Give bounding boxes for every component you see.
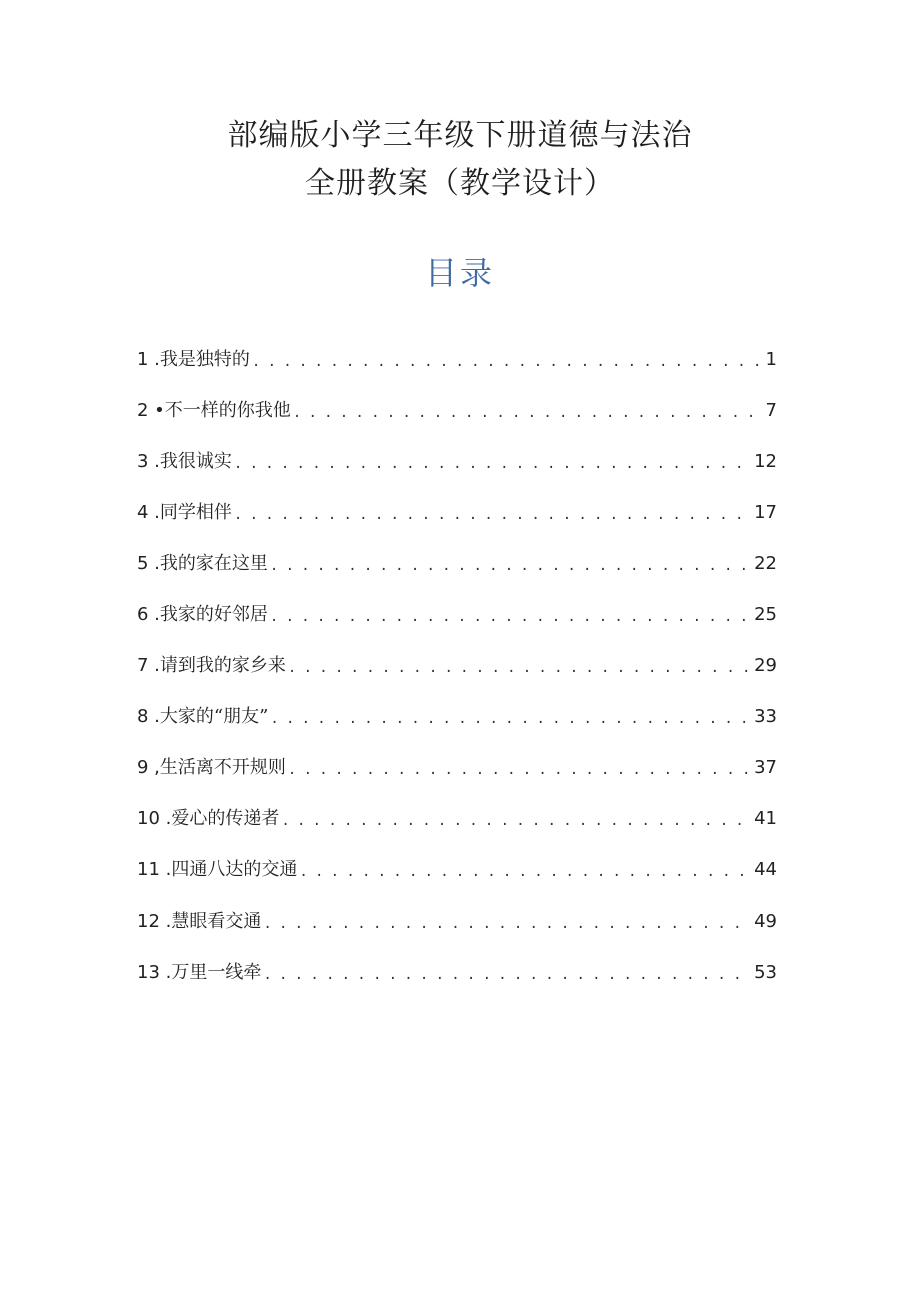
toc-entry-number: 3 (137, 450, 149, 472)
title-line-1: 部编版小学三年级下册道德与法治 (227, 118, 693, 153)
toc-entry-separator: . (148, 604, 160, 626)
toc-entry-page: 7 (765, 399, 777, 421)
toc-dot-leader (293, 399, 763, 427)
toc-entry-separator: . (148, 552, 160, 574)
toc-entry-page: 44 (754, 859, 777, 881)
toc-dot-leader (299, 858, 751, 886)
toc-entry-page: 25 (754, 604, 777, 626)
toc-entry-page: 29 (754, 655, 777, 677)
toc-entry-page: 12 (754, 450, 777, 472)
toc-entry-number: 12 (137, 910, 160, 932)
toc-entry-number: 1 (137, 348, 149, 370)
toc-entry[interactable] (137, 487, 777, 538)
document-title (0, 112, 920, 208)
toc-entry[interactable] (137, 794, 777, 845)
toc-entry-separator: . (159, 808, 172, 830)
toc-dot-leader (288, 756, 751, 784)
toc-entry[interactable] (137, 896, 777, 947)
toc-entry-separator: . (148, 450, 160, 472)
toc-entry-title: 四通八达的交通 (171, 859, 298, 881)
toc-entry-number: 11 (137, 859, 160, 881)
toc-heading: 目录 (424, 254, 495, 292)
toc-entry-title: 万里一线牵 (171, 961, 262, 983)
toc-entry-title: 爱心的传递者 (171, 808, 280, 830)
toc-dot-leader (288, 654, 751, 682)
toc-entry-number: 5 (137, 552, 149, 574)
toc-entry[interactable] (137, 692, 777, 743)
toc-entry-title: 我的家在这里 (159, 552, 268, 574)
toc-entry-page: 53 (754, 961, 777, 983)
toc-entry-separator: . (159, 961, 172, 983)
toc-entry[interactable] (137, 385, 777, 436)
toc-entry-number: 2 (137, 399, 149, 421)
toc-dot-leader (234, 501, 751, 529)
toc-entry-separator: . (148, 348, 160, 370)
toc-dot-leader (263, 910, 751, 938)
toc-entry-title: 生活离不开规则 (159, 757, 286, 779)
toc-entry-number: 7 (137, 655, 149, 677)
toc-entry[interactable] (137, 947, 777, 998)
toc-entry-number: 6 (137, 604, 149, 626)
toc-dot-leader (270, 705, 751, 733)
toc-entry-page: 33 (754, 706, 777, 728)
toc-entry-title: 请到我的家乡来 (159, 655, 286, 677)
title-line-2: 全册教案（教学设计） (305, 166, 615, 201)
toc-dot-leader (270, 603, 751, 631)
toc-entry-title: 大家的“朋友” (159, 706, 269, 728)
toc-entry-page: 1 (765, 348, 777, 370)
toc-entry-title: 同学相伴 (159, 501, 232, 523)
toc-entry-title: 我家的好邻居 (159, 604, 268, 626)
toc-entry-page: 41 (754, 808, 777, 830)
toc-entry-separator: . (148, 655, 160, 677)
toc-entry-separator: . (148, 706, 160, 728)
toc-entry-page: 22 (754, 552, 777, 574)
toc-entry-page: 49 (754, 910, 777, 932)
toc-entry-title: 慧眼看交通 (171, 910, 262, 932)
toc-entry-number: 4 (137, 501, 149, 523)
toc-entry-separator: . (148, 501, 160, 523)
toc-entry-title: 我很诚实 (159, 450, 232, 472)
toc-dot-leader (252, 348, 763, 376)
toc-entry-separator: . (159, 859, 172, 881)
toc-entry[interactable] (137, 538, 777, 589)
toc-entry[interactable] (137, 845, 777, 896)
toc-entry-number: 10 (137, 808, 160, 830)
table-of-contents (137, 334, 777, 998)
toc-entry[interactable] (137, 641, 777, 692)
toc-entry-page: 17 (754, 501, 777, 523)
toc-entry[interactable] (137, 436, 777, 487)
toc-dot-leader (281, 807, 751, 835)
toc-entry-page: 37 (754, 757, 777, 779)
toc-entry-separator: , (148, 757, 160, 779)
toc-entry-number: 9 (137, 757, 149, 779)
toc-dot-leader (263, 961, 751, 989)
toc-entry[interactable] (137, 743, 777, 794)
toc-entry-separator: . (159, 910, 172, 932)
toc-entry-number: 8 (137, 706, 149, 728)
toc-entry-separator: • (148, 399, 165, 421)
toc-entry[interactable] (137, 589, 777, 640)
toc-dot-leader (234, 450, 751, 478)
toc-entry-title: 我是独特的 (159, 348, 250, 370)
toc-entry[interactable] (137, 334, 777, 385)
toc-dot-leader (270, 552, 751, 580)
toc-entry-title: 不一样的你我他 (164, 399, 291, 421)
toc-entry-number: 13 (137, 961, 160, 983)
